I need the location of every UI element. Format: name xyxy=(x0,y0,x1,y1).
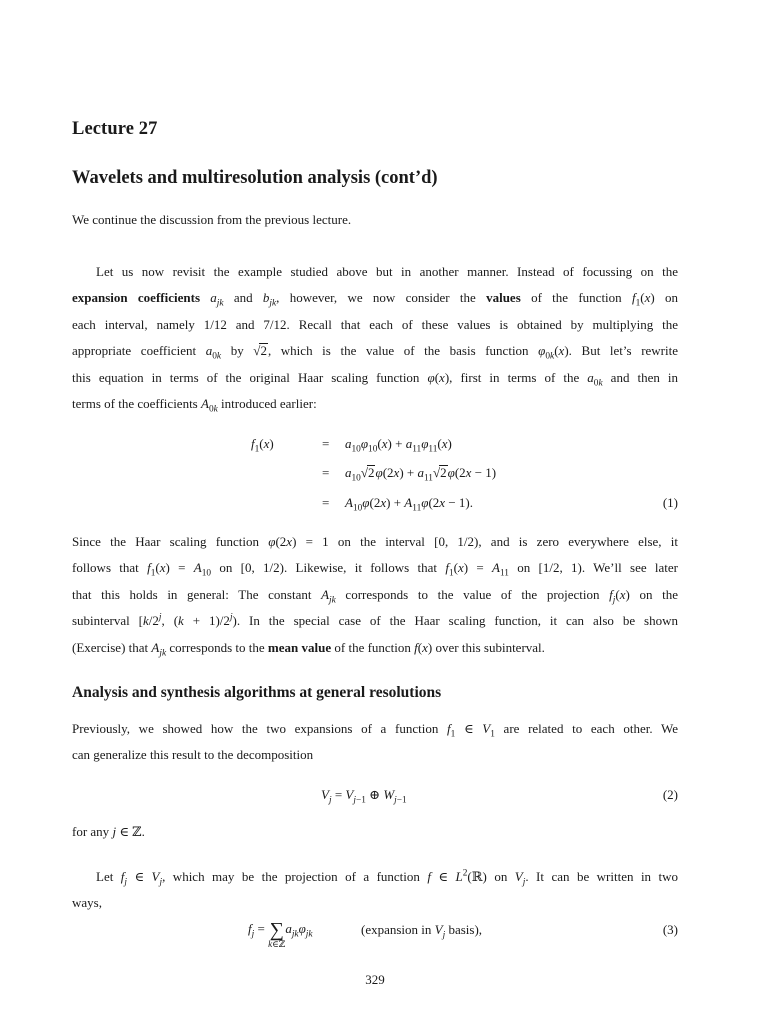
bold-term: mean value xyxy=(267,639,332,655)
intro-text: We continue the discussion from the previous lecture. xyxy=(72,212,352,227)
paragraph-line: this equation in terms of the original Haar scaling function φ(x), first in terms of the $a_{0k}$ and then in xyxy=(72,369,679,389)
paragraph-line: (Exercise) that $A_{jk}$ corresponds to the mean value of the function f(x) over this subinterval. xyxy=(72,639,545,659)
paragraph-line: ways, xyxy=(72,895,102,911)
paragraph-haar-example xyxy=(72,259,678,417)
bold-term: values xyxy=(486,290,521,306)
paragraph-haar-scaling xyxy=(72,529,678,661)
equation-line: = xyxy=(322,436,330,451)
page-title: Wavelets and multiresolution analysis (cont’d) xyxy=(72,168,438,188)
paragraph-line: Let us now revisit the example studied above but in another manner. Instead of focussing on the xyxy=(96,264,678,279)
paragraph-line: appropriate coefficient $a_{0k}$ by √2, which is the value of the basis function $\varphi_{0k}(x)$. But let’s rewrite xyxy=(72,343,679,362)
paragraph-line: Previously, we showed how the two expansions of a function $f_1$ ∈ $V_1$ are related to each other. We xyxy=(72,721,679,740)
equation-line: $a_{10}\varphi_{10}(x) + a_{11}\varphi_{11}(x)$ xyxy=(345,436,452,455)
equation-line: = xyxy=(322,465,330,480)
paper-page xyxy=(72,0,678,1024)
paragraph-line: each interval, namely 1/12 and 7/12. Recall that each of these values is obtained by multiplying the xyxy=(72,316,678,332)
equation-number: (2) xyxy=(662,787,678,802)
equation-number: (1) xyxy=(662,495,678,510)
paragraph-line: can generalize this result to the decomposition xyxy=(72,747,314,763)
paragraph-line: terms of the coefficients $A_{0k}$ introduced earlier: xyxy=(72,396,317,415)
paragraph-decomposition xyxy=(72,716,678,769)
equation-line: = xyxy=(322,495,330,510)
paragraph-line: Let $f_j$ ∈ $V_j$, which may be the projection of a function f ∈ $L^2(ℝ)$ on $V_j$. It can be written in two xyxy=(96,868,679,888)
paragraph-line: subinterval [k/2$^j$, $(k + 1)/2^j$). In the special case of the Haar scaling function, it can also be shown xyxy=(72,612,678,629)
paragraph-line: follows that $f_1(x) = A_{10}$ on [0, 1/2). Likewise, it follows that $f_1(x) = A_{11}$ on [1/2, 1). We’ll see later xyxy=(72,560,679,579)
paragraph-line: that this holds in general: The constant $A_{jk}$ corresponds to the value of the projection $f_j(x)$ on the xyxy=(72,586,678,606)
equation-line: $a_{10}√2\varphi(2x) + a_{11}√2\varphi(2x - 1)$ xyxy=(345,465,497,484)
paragraph-line: Since the Haar scaling function φ(2x) = 1 on the interval [0, 1/2), and is zero everywhere else, it xyxy=(72,534,678,549)
paragraph-projection xyxy=(72,864,678,917)
paragraph-line: expansion coefficients $a_{jk}$ and $b_{jk}$, however, we now consider the values of the function $f_1(x)$ on xyxy=(72,290,679,309)
equation-line: $f_j$ = ∑ k∈ℤ $a_{jk}\varphi_{jk}$ xyxy=(248,919,313,949)
equation-line: $f_1(x)$ xyxy=(251,436,274,455)
equation-number: (3) xyxy=(662,922,678,937)
equation-note: (expansion in $V_j$ basis), xyxy=(361,922,483,941)
equation-line: $A_{10}\varphi(2x) + A_{11}\varphi(2x - 1)$. xyxy=(345,495,473,514)
lecture-heading: Lecture 27 xyxy=(72,119,158,139)
section-heading: Analysis and synthesis algorithms at general resolutions xyxy=(72,684,442,701)
paragraph-line: for any j ∈ ℤ. xyxy=(72,824,145,839)
bold-term: expansion coefficients xyxy=(72,290,200,306)
equation-line: $V_j = V_{j-1}$ ⊕ $W_{j-1}$ xyxy=(321,787,407,806)
page-number: 329 xyxy=(365,972,385,987)
